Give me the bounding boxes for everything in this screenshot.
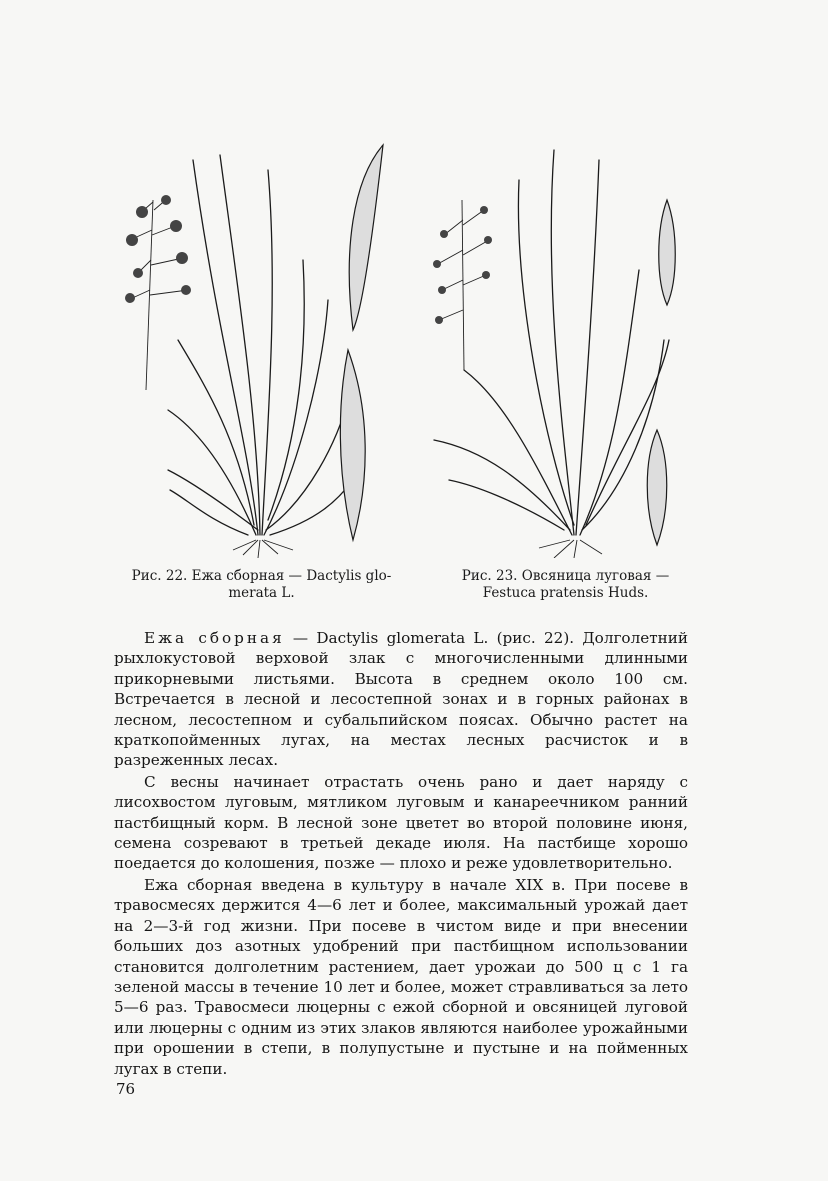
paragraph-text: — Dactylis glomerata L. (рис. 22). Долголетний рыхлокустовой верховой злак с многочисленными длинными прикорневыми листьями. Высота в среднем около 100 см. Встречается в лесной и лесостепной зонах и в горных районах в лесном, лесостепном и субальпийском поясах. Обычно растет на краткопойменных лугах, на местах лесных расчисток и в разреженных лесах. xyxy=(114,629,688,770)
figure-22-caption xyxy=(104,568,419,602)
caption-line: Рис. 22. Ежа сборная — Dactylis glo- xyxy=(131,568,392,584)
paragraph: С весны начинает отрастать очень рано и дает наряду с лисохвостом луговым, мятликом луговым и канареечником ранний пастбищный корм. В лесной зоне цветет во второй половине июня, семена созревают в третьей декаде июля. На пастбище хорошо поедается до колошения, позже — плохо и реже удовлетворительно. xyxy=(114,772,688,873)
panicle-icon xyxy=(125,195,191,390)
spikelet-upper-icon xyxy=(659,200,676,305)
spikelet-lower-icon xyxy=(340,350,365,540)
page-number: 76 xyxy=(116,1080,136,1098)
panicle-icon xyxy=(433,200,492,370)
figure-23-illustration xyxy=(424,140,694,558)
dactylis-glomerata-drawing-icon xyxy=(108,140,418,558)
species-lead: Ежа сборная xyxy=(144,629,285,647)
figure-23-caption xyxy=(428,568,703,602)
grass-clump-icon xyxy=(168,155,353,558)
paragraph: Ежа сборная введена в культуру в начале XIX в. При посеве в травосмесях держится 4—6 лет и более, максимальный урожай дает на 2—3-й год жизни. При посеве в чистом виде и при внесении больших доз азотных удобрений при пастбищном использовании становится долголетним растением, дает урожаи до 500 ц с 1 га зеленой массы в течение 10 лет и более, может стравливаться за лето 5—6 раз. Травосмеси люцерны с ежой сборной и овсяницей луговой или люцерны с одним из этих злаков являются наиболее урожайными при орошении в степи, в полупустыне и пустыне и на пойменных лугах в степи. xyxy=(114,875,688,1078)
paragraph xyxy=(114,628,688,771)
caption-line: Рис. 23. Овсяница луговая — xyxy=(461,568,670,584)
figure-22-illustration xyxy=(108,140,418,558)
festuca-pratensis-drawing-icon xyxy=(424,140,694,558)
body-text xyxy=(114,628,688,1079)
spikelet-upper-icon xyxy=(349,145,383,330)
grass-clump-icon xyxy=(434,150,669,558)
spikelet-lower-icon xyxy=(647,430,667,545)
caption-line: merata L. xyxy=(228,585,295,601)
caption-line: Festuca pratensis Huds. xyxy=(482,585,649,601)
